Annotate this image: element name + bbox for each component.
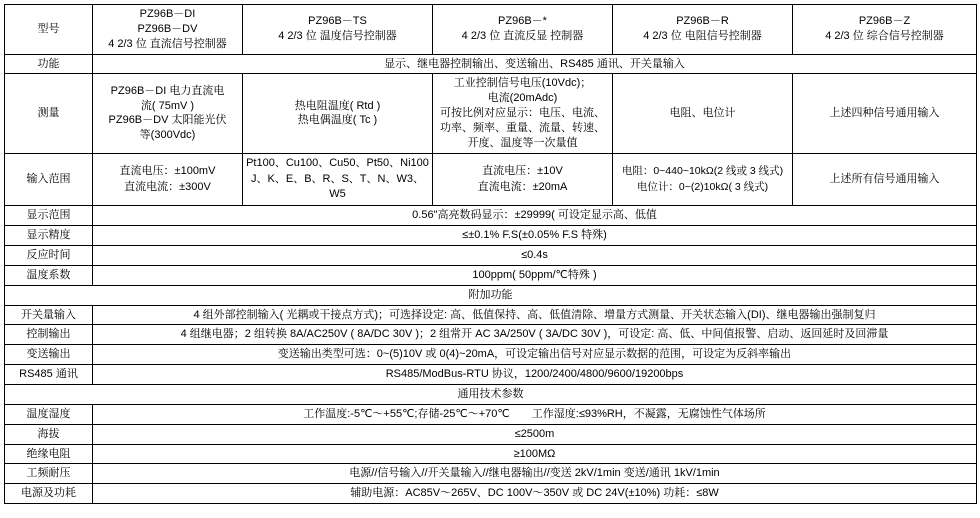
header-cell-star [433,5,613,55]
input-range-cell-ts [243,153,433,206]
row-label-transmit-output: 变送输出 [5,345,93,365]
table-row-power [5,484,977,504]
table-row-display-range [5,206,977,226]
header-cell-z [793,5,977,55]
table-row-measure [5,74,977,153]
table-row-function [5,54,977,74]
row-value-display-range: 0.56"高亮数码显示：±29999( 可设定显示高、低值 [93,206,977,226]
table-row-rs485 [5,365,977,385]
measure-star-line4: 功率、频率、重量、流量、转速、 [440,121,605,134]
row-value-rs485: RS485/ModBus-RTU 协议，1200/2400/4800/9600/19200bps [93,365,977,385]
model-star: PZ96B－* [498,15,547,28]
table-row-transmit-output [5,345,977,365]
measure-rtd: 热电阻温度( Rtd ) [294,99,381,112]
measure-cell-ts [243,74,433,153]
table-section-extra-functions [5,285,977,305]
row-label-temp-coefficient: 温度系数 [5,265,93,285]
table-row-altitude [5,424,977,444]
table-row-model [5,5,977,55]
input-range-resistance: 电阻：0~440~10kΩ(2 线或 3 线式) [621,165,784,178]
header-cell-r [613,5,793,55]
table-row-display-accuracy [5,226,977,246]
model-r-desc: 4 2/3 位 电阻信号控制器 [643,30,762,43]
row-label-withstand-voltage: 工频耐压 [5,464,93,484]
row-label-measure: 测量 [5,74,93,153]
measure-di-line1: PZ96B－DI 电力直流电 [110,84,225,97]
model-di: PZ96B－DI [139,8,196,20]
model-ts-desc: 4 2/3 位 温度信号控制器 [278,30,397,43]
model-star-desc: 4 2/3 位 直流反显 控制器 [461,30,584,43]
row-label-display-range: 显示范围 [5,206,93,226]
row-label-function: 功能 [5,54,93,74]
row-label-altitude: 海拔 [5,424,93,444]
row-label-control-output: 控制输出 [5,325,93,345]
table-row-response-time [5,246,977,266]
row-value-power: 辅助电源：AC85V～265V、DC 100V～350V 或 DC 24V(±10%) 功耗：≤8W [93,484,977,504]
measure-star-line5: 开度、温度等一次量值 [467,136,578,149]
row-value-control-output: 4 组继电器；2 组转换 8A/AC250V ( 8A/DC 30V )；2 组常开 AC 3A/250V ( 3A/DC 30V )，可设定: 高、低、中间值报警、启动、返回延时及回滞量 [93,325,977,345]
row-value-temp-coefficient: 100ppm( 50ppm/℃特殊 ) [93,265,977,285]
row-label-insulation: 绝缘电阻 [5,444,93,464]
row-label-switch-input: 开关量输入 [5,305,93,325]
row-label-model: 型号 [5,5,93,55]
row-label-rs485: RS485 通讯 [5,365,93,385]
input-range-cell-di-dv [93,153,243,206]
header-cell-ts [243,5,433,55]
model-dv: PZ96B－DV [137,22,198,35]
row-label-response-time: 反应时间 [5,246,93,266]
measure-star-line1: 工业控制信号电压(10Vdc)； [453,77,592,90]
model-r: PZ96B－R [676,15,729,28]
row-value-insulation: ≥100MΩ [93,444,977,464]
specification-table [4,4,977,504]
header-cell-di-dv [93,5,243,55]
row-value-display-accuracy: ≤±0.1% F.S(±0.05% F.S 特殊) [93,226,977,246]
row-label-power: 电源及功耗 [5,484,93,504]
measure-star-line2: 电流(20mAdc) [487,92,558,105]
table-section-general-parameters [5,385,977,405]
row-value-withstand-voltage: 电源//信号输入//开关量输入//继电器输出//变送 2kV/1min 变送/通讯 1kV/1min [93,464,977,484]
input-range-rtd-types: Pt100、Cu100、Cu50、Pt50、Ni100 [246,156,429,169]
table-row-insulation [5,444,977,464]
table-row-temp-coefficient [5,265,977,285]
row-value-switch-input: 4 组外部控制输入( 光耦或干接点方式)；可选择设定: 高、低值保持、高、低值清除、增量方式测量、开关状态输入(DI)、继电器输出强制复归 [93,305,977,325]
input-range-current: 直流电流：±300V [124,180,211,193]
row-value-response-time: ≤0.4s [93,246,977,266]
input-range-tc-types: J、K、E、B、R、S、T、N、W3、W5 [251,172,424,201]
table-row-switch-input [5,305,977,325]
row-value-transmit-output: 变送输出类型可选：0~(5)10V 或 0(4)~20mA，可设定输出信号对应显示数据的范围，可设定为反斜率输出 [93,345,977,365]
model-z: PZ96B－Z [858,15,911,28]
input-range-cell-z: 上述所有信号通用输入 [793,153,977,206]
table-row-input-range [5,153,977,206]
input-range-potentiometer: 电位计：0~(2)10kΩ( 3 线式) [636,180,769,193]
measure-cell-z: 上述四种信号通用输入 [793,74,977,153]
measure-dv-line1: PZ96B－DV 太阳能光伏 [108,114,227,127]
model-ts: PZ96B－TS [308,15,367,28]
input-range-star-current: 直流电流：±20mA [477,180,568,193]
input-range-cell-r [613,153,793,206]
row-value-altitude: ≤2500m [93,424,977,444]
table-row-temp-humidity [5,404,977,424]
measure-cell-di-dv [93,74,243,153]
model-di-dv-desc: 4 2/3 位 直流信号控制器 [108,37,227,50]
measure-cell-r: 电阻、电位计 [613,74,793,153]
measure-tc: 热电偶温度( Tc ) [297,114,378,127]
section-title-general-parameters: 通用技术参数 [5,385,977,405]
input-range-cell-star [433,153,613,206]
measure-di-line2: 流( 75mV ) [140,99,195,112]
section-title-extra-functions: 附加功能 [5,285,977,305]
measure-cell-star [433,74,613,153]
model-z-desc: 4 2/3 位 综合信号控制器 [825,30,944,43]
row-value-function: 显示、继电器控制输出、变送输出、RS485 通讯、开关量输入 [93,54,977,74]
row-label-display-accuracy: 显示精度 [5,226,93,246]
input-range-star-voltage: 直流电压：±10V [482,164,563,177]
input-range-voltage: 直流电压：±100mV [119,164,216,177]
row-label-temp-humidity: 温度湿度 [5,404,93,424]
row-value-temp-humidity: 工作温度:-5℃～+55℃;存储-25℃～+70℃ 工作湿度:≤93%RH，不凝露，无腐蚀性气体场所 [93,404,977,424]
row-label-input-range: 输入范围 [5,153,93,206]
table-row-control-output [5,325,977,345]
table-row-withstand-voltage [5,464,977,484]
measure-star-line3: 可按比例对应显示：电压、电流、 [440,107,605,120]
measure-dv-line2: 等(300Vdc) [139,129,196,142]
